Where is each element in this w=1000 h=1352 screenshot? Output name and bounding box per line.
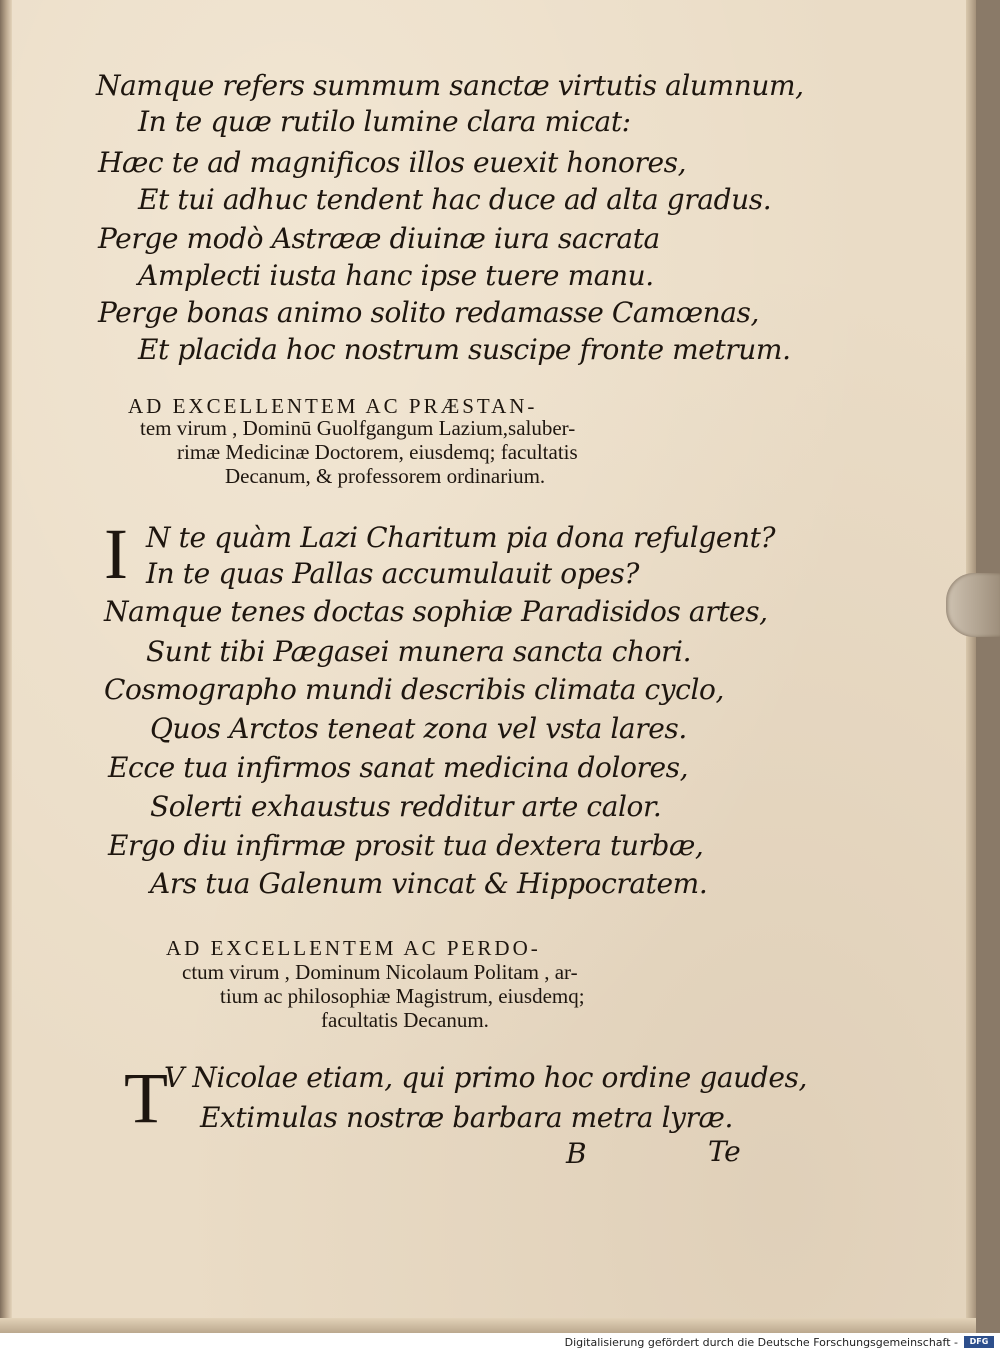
poem2-line-10: Ars tua Galenum vincat & Hippocratem. bbox=[150, 867, 708, 900]
poem3-line-1: V Nicolae etiam, qui primo hoc ordine gaudes, bbox=[164, 1061, 807, 1094]
poem1-line-5: Perge modò Astrææ diuinæ iura sacrata bbox=[98, 222, 660, 255]
poem2-line-8: Solerti exhaustus redditur arte calor. bbox=[150, 790, 662, 823]
heading2-line-4: facultatis Decanum. bbox=[321, 1008, 489, 1032]
dfg-logo-icon: DFG bbox=[964, 1336, 994, 1348]
heading1-line-4: Decanum, & professorem ordinarium. bbox=[225, 464, 546, 488]
poem2-line-4: Sunt tibi Pægasei munera sancta chori. bbox=[146, 635, 692, 668]
signature-mark: B bbox=[566, 1137, 587, 1170]
poem3-dropcap: T bbox=[124, 1058, 168, 1138]
poem2-dropcap: I bbox=[104, 514, 128, 594]
page-right-edge bbox=[966, 0, 976, 1333]
poem1-line-6: Amplecti iusta hanc ipse tuere manu. bbox=[138, 259, 654, 292]
footer-funding-text: Digitalisierung gefördert durch die Deutsche Forschungsgemeinschaft - bbox=[564, 1336, 958, 1349]
heading2-line-2: ctum virum , Dominum Nicolaum Politam , ar- bbox=[182, 960, 578, 984]
poem2-line-3: Namque tenes doctas sophiæ Paradisidos artes, bbox=[104, 595, 768, 628]
heading1-line-1: AD EXCELLENTEM AC PRÆSTAN- bbox=[128, 394, 538, 418]
poem2-line-5: Cosmographo mundi describis climata cyclo, bbox=[104, 673, 724, 706]
footer-bar bbox=[0, 1333, 1000, 1352]
heading1-line-2: tem virum , Dominū Guolfgangum Lazium,saluber- bbox=[140, 416, 576, 440]
poem2-line-1: N te quàm Lazi Charitum pia dona refulgent? bbox=[146, 521, 776, 554]
poem1-line-7: Perge bonas animo solito redamasse Camœnas, bbox=[98, 296, 760, 329]
heading2-line-1: AD EXCELLENTEM AC PERDO- bbox=[166, 936, 541, 960]
poem1-line-3: Hæc te ad magnificos illos euexit honores, bbox=[98, 146, 687, 179]
poem2-line-2: In te quas Pallas accumulauit opes? bbox=[146, 557, 639, 590]
page-bottom-edge bbox=[0, 1318, 976, 1333]
book-clip-tab bbox=[946, 573, 1000, 637]
poem1-line-2: In te quæ rutilo lumine clara micat: bbox=[138, 105, 631, 138]
heading1-line-3: rimæ Medicinæ Doctorem, eiusdemq; facultatis bbox=[177, 440, 578, 464]
poem3-line-2: Extimulas nostræ barbara metra lyræ. bbox=[200, 1101, 733, 1134]
heading2-line-3: tium ac philosophiæ Magistrum, eiusdemq; bbox=[220, 984, 585, 1008]
catchword: Te bbox=[708, 1135, 741, 1168]
poem1-line-4: Et tui adhuc tendent hac duce ad alta gradus. bbox=[138, 183, 772, 216]
poem2-line-6: Quos Arctos teneat zona vel vsta lares. bbox=[150, 712, 687, 745]
poem1-line-1: Namque refers summum sanctæ virtutis alumnum, bbox=[96, 69, 804, 102]
page-left-edge bbox=[0, 0, 12, 1333]
poem2-line-7: Ecce tua infirmos sanat medicina dolores, bbox=[108, 751, 689, 784]
poem1-line-8: Et placida hoc nostrum suscipe fronte metrum. bbox=[138, 333, 791, 366]
poem2-line-9: Ergo diu infirmæ prosit tua dextera turbæ, bbox=[108, 829, 704, 862]
